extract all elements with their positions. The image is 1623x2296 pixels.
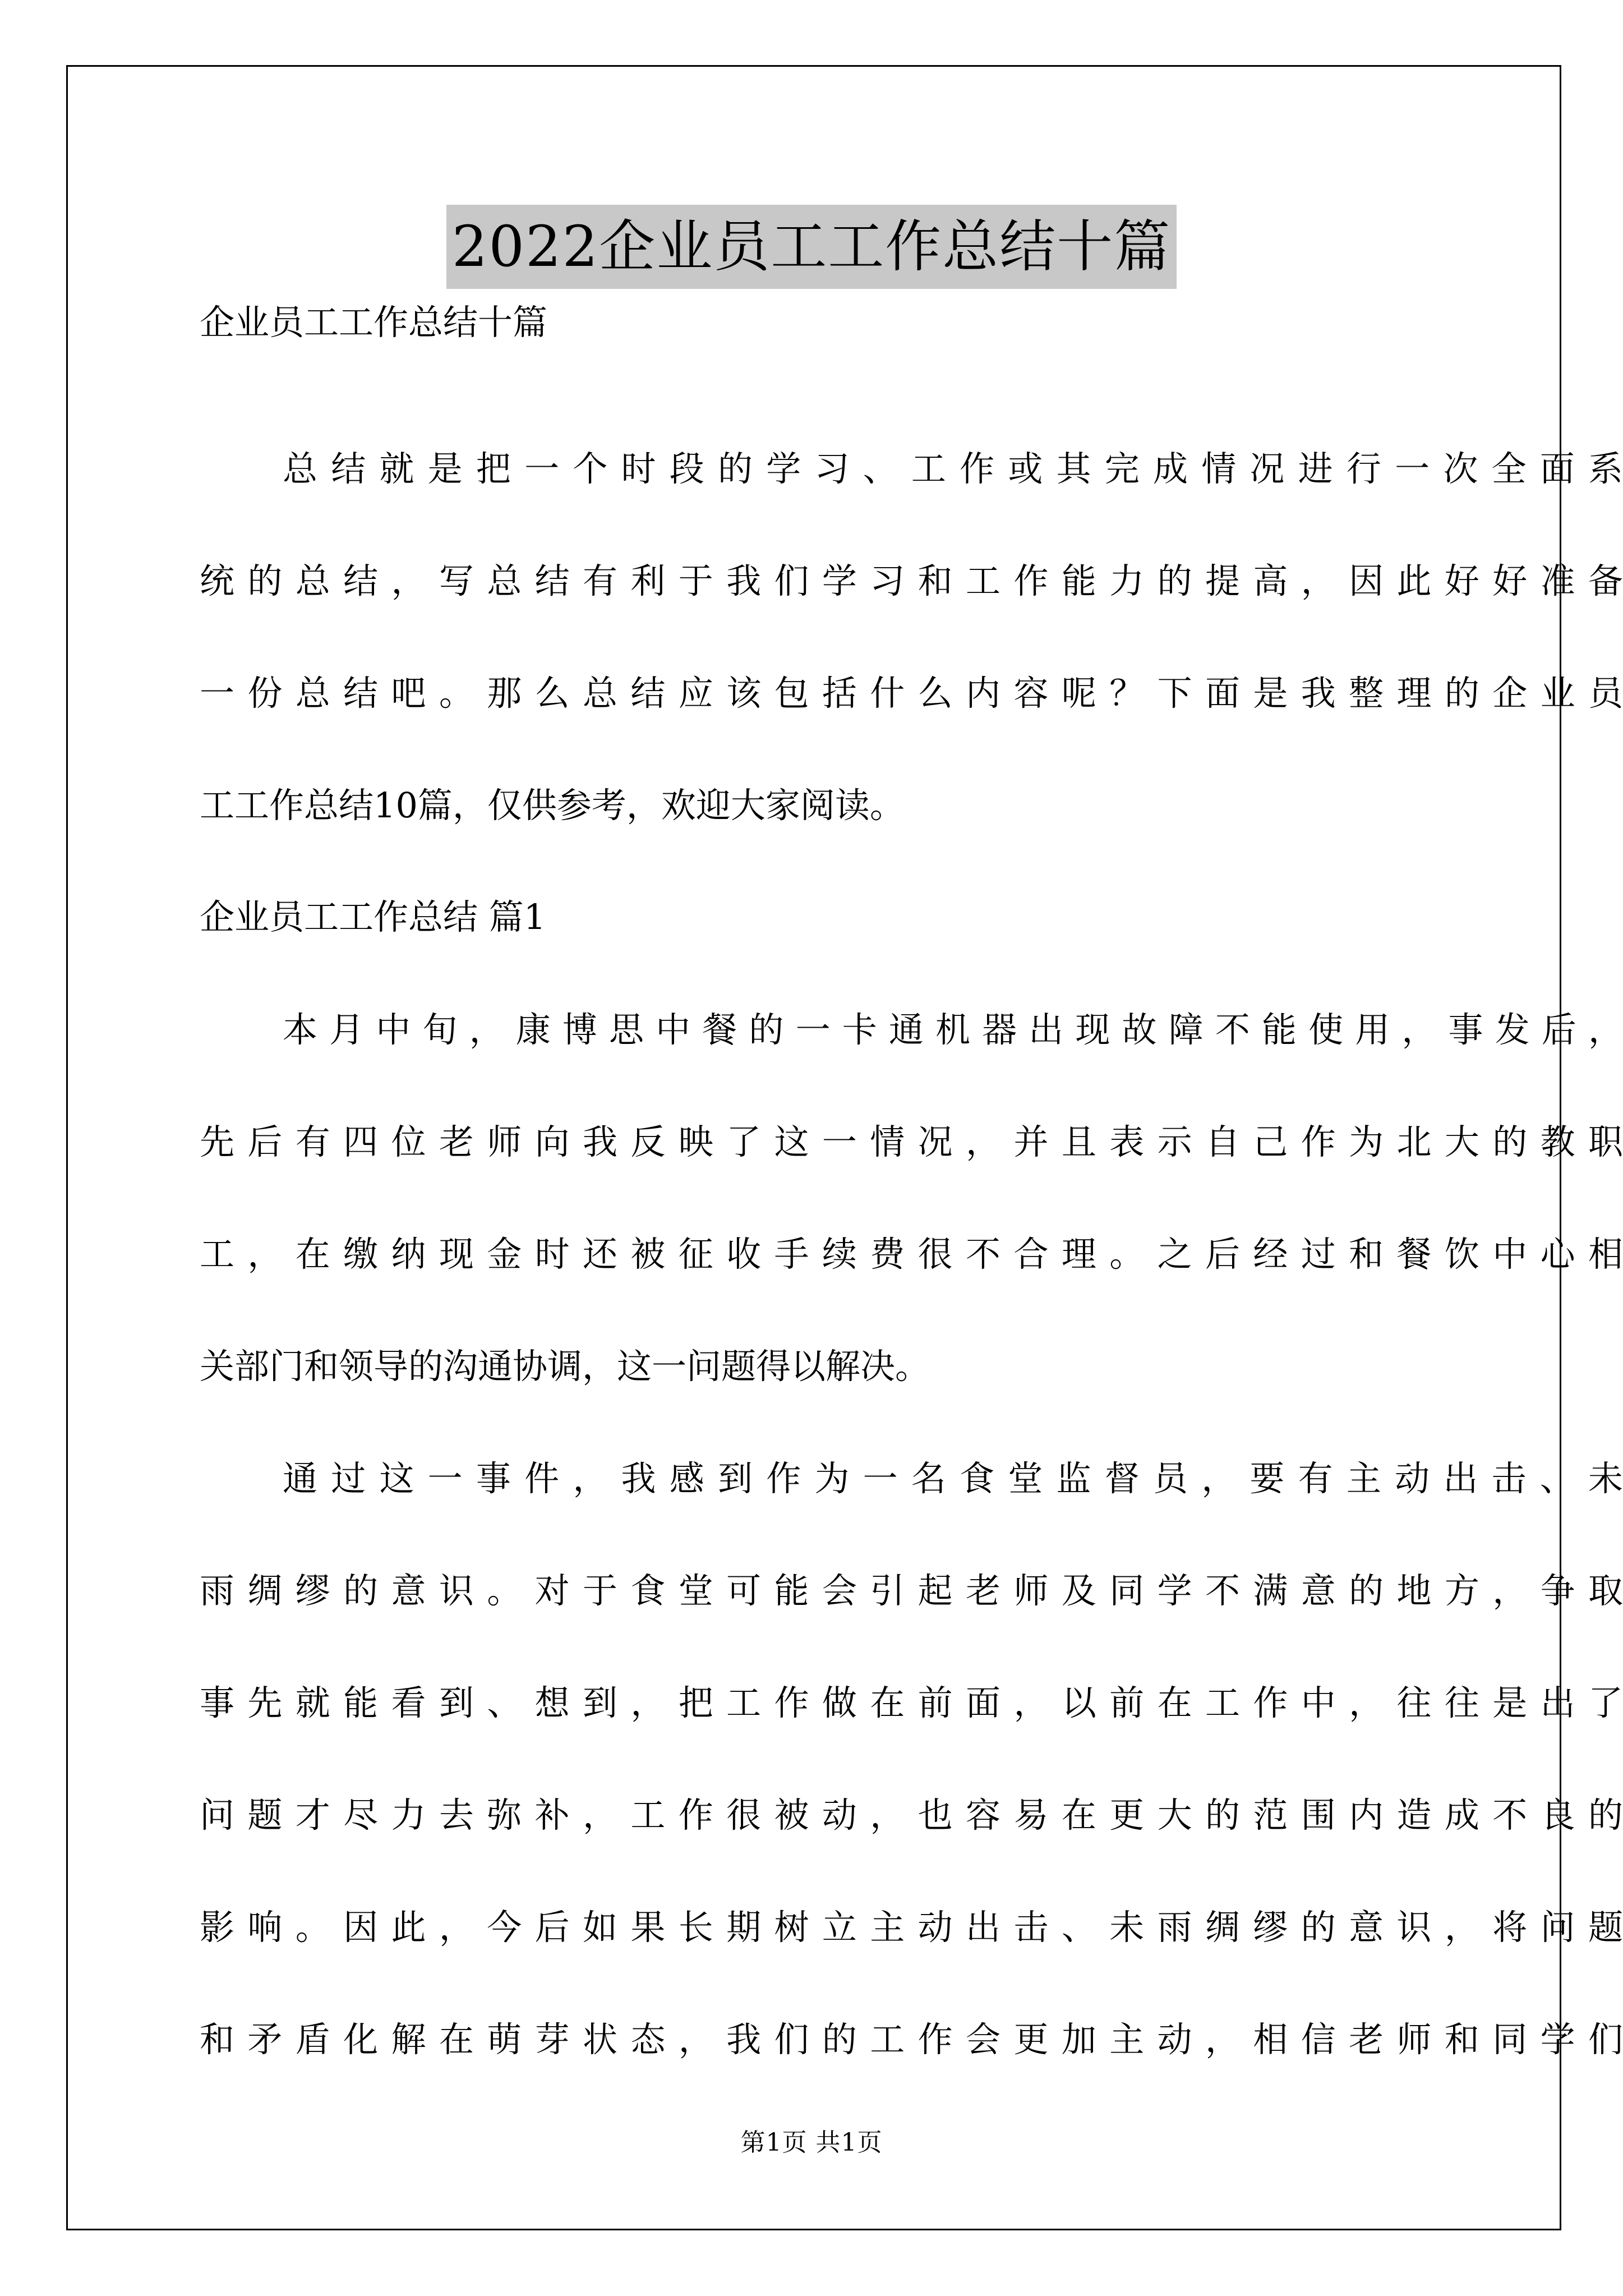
paragraph-line: 关部门和领导的沟通协调，这一问题得以解决。 — [200, 1347, 930, 1386]
paragraph-line: 事先就能看到、想到，把工作做在前面，以前在工作中，往往是出了 — [200, 1683, 1623, 1723]
page-footer: 第1页 共1页 — [740, 2128, 883, 2157]
document-title: 2022企业员工工作总结十篇 — [446, 205, 1177, 289]
paragraph-line: 问题才尽力去弥补，工作很被动，也容易在更大的范围内造成不良的 — [200, 1796, 1623, 1835]
paragraph-line: 通过这一事件，我感到作为一名食堂监督员，要有主动出击、未 — [283, 1459, 1623, 1498]
intro-line: 一份总结吧。那么总结应该包括什么内容呢？下面是我整理的企业员 — [200, 674, 1623, 713]
section-heading: 企业员工工作总结 篇1 — [200, 898, 546, 937]
document-subtitle: 企业员工工作总结十篇 — [200, 303, 548, 342]
paragraph-line: 先后有四位老师向我反映了这一情况，并且表示自己作为北大的教职 — [200, 1122, 1623, 1162]
title-container — [0, 205, 1623, 289]
intro-line: 统的总结，写总结有利于我们学习和工作能力的提高，因此好好准备 — [200, 562, 1623, 601]
paragraph-line: 雨绸缪的意识。对于食堂可能会引起老师及同学不满意的地方，争取 — [200, 1571, 1623, 1611]
paragraph-line: 工，在缴纳现金时还被征收手续费很不合理。之后经过和餐饮中心相 — [200, 1235, 1623, 1274]
paragraph-line: 影响。因此，今后如果长期树立主动出击、未雨绸缪的意识，将问题 — [200, 1908, 1623, 1947]
paragraph-line: 本月中旬，康博思中餐的一卡通机器出现故障不能使用，事发后， — [283, 1010, 1623, 1050]
intro-line: 工工作总结10篇，仅供参考，欢迎大家阅读。 — [200, 786, 905, 825]
intro-line: 总结就是把一个时段的学习、工作或其完成情况进行一次全面系 — [283, 449, 1623, 489]
paragraph-line: 和矛盾化解在萌芽状态，我们的工作会更加主动，相信老师和同学们 — [200, 2020, 1623, 2059]
